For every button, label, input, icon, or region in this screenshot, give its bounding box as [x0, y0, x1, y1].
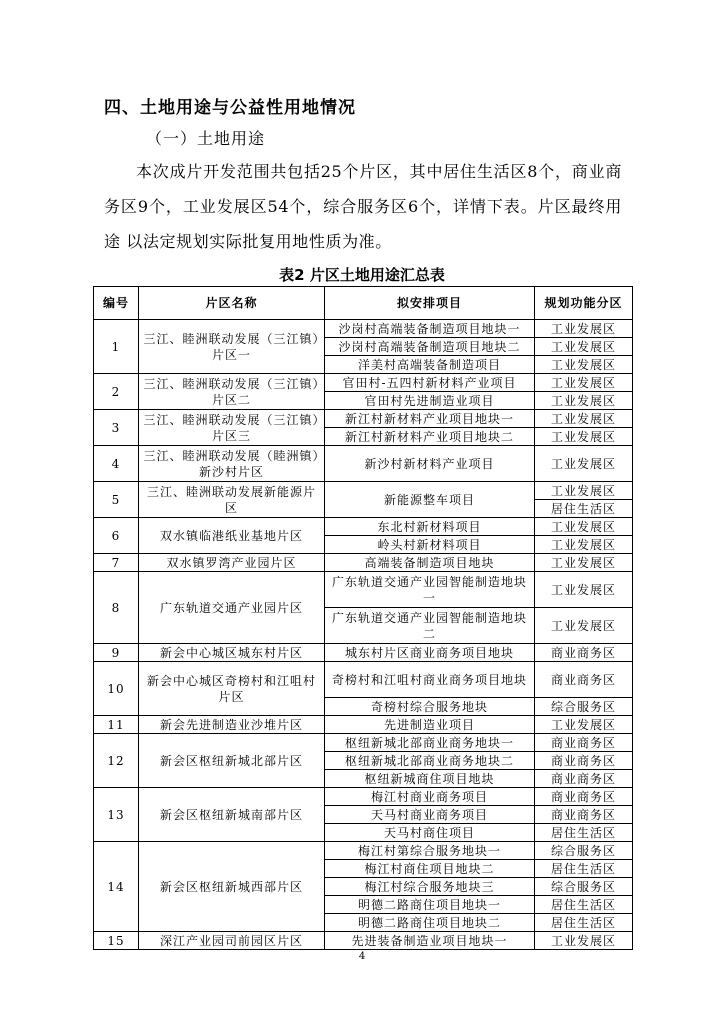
row-number: 5: [94, 482, 139, 518]
function-zone: 工业发展区: [535, 374, 633, 392]
function-zone: 工业发展区: [535, 410, 633, 428]
project-name: 广东轨道交通产业园智能制造地块一: [325, 572, 535, 608]
table-row: [94, 842, 633, 860]
function-zone: 工业发展区: [535, 518, 633, 536]
table-row: [94, 644, 633, 662]
table-row: [94, 734, 633, 752]
table-row: [94, 788, 633, 806]
function-zone: 居住生活区: [535, 824, 633, 842]
zone-name: 新会先进制造业沙堆片区: [139, 716, 325, 734]
project-name: 东北村新材料项目: [325, 518, 535, 536]
table-row: [94, 518, 633, 536]
table-row: [94, 554, 633, 572]
zone-name: 三江、睦洲联动发展（三江镇）片区一: [139, 320, 325, 374]
zone-name: 三江、睦洲联动发展（三江镇）片区三: [139, 410, 325, 446]
table-row: [94, 572, 633, 608]
function-zone: 居住生活区: [535, 896, 633, 914]
table-row: [94, 374, 633, 392]
project-name: 奇榜村综合服务地块: [325, 698, 535, 716]
function-zone: 工业发展区: [535, 608, 633, 644]
function-zone: 商业商务区: [535, 734, 633, 752]
function-zone: 工业发展区: [535, 716, 633, 734]
function-zone: 工业发展区: [535, 536, 633, 554]
project-name: 天马村商业商务项目: [325, 806, 535, 824]
function-zone: 工业发展区: [535, 338, 633, 356]
function-zone: 居住生活区: [535, 914, 633, 932]
table-row: [94, 662, 633, 698]
header-project: 拟安排项目: [325, 287, 535, 320]
project-name: 枢纽新城北部商业商务地块一: [325, 734, 535, 752]
row-number: 8: [94, 572, 139, 644]
project-name: 高端装备制造项目地块: [325, 554, 535, 572]
zone-name: 新会中心城区奇榜村和江咀村片区: [139, 662, 325, 716]
project-name: 洋美村高端装备制造项目: [325, 356, 535, 374]
land-use-table: [93, 286, 633, 950]
function-zone: 综合服务区: [535, 878, 633, 896]
function-zone: 工业发展区: [535, 356, 633, 374]
zone-name: 新会区枢纽新城南部片区: [139, 788, 325, 842]
zone-name: 新会区枢纽新城北部片区: [139, 734, 325, 788]
function-zone: 商业商务区: [535, 662, 633, 698]
project-name: 先进制造业项目: [325, 716, 535, 734]
table-row: [94, 482, 633, 500]
zone-name: 三江、睦洲联动发展（三江镇）片区二: [139, 374, 325, 410]
row-number: 15: [94, 932, 139, 950]
zone-name: 双水镇临港纸业基地片区: [139, 518, 325, 554]
row-number: 14: [94, 842, 139, 932]
project-name: 广东轨道交通产业园智能制造地块二: [325, 608, 535, 644]
function-zone: 工业发展区: [535, 932, 633, 950]
zone-name: 三江、睦洲联动发展新能源片区: [139, 482, 325, 518]
table-row: [94, 932, 633, 950]
function-zone: 商业商务区: [535, 770, 633, 788]
project-name: 新能源整车项目: [325, 482, 535, 518]
table-row: [94, 716, 633, 734]
function-zone: 工业发展区: [535, 428, 633, 446]
project-name: 枢纽新城商住项目地块: [325, 770, 535, 788]
row-number: 10: [94, 662, 139, 716]
header-zone-name: 片区名称: [139, 287, 325, 320]
zone-name: 新会区枢纽新城西部片区: [139, 842, 325, 932]
project-name: 梅江村商住项目地块二: [325, 860, 535, 878]
function-zone: 综合服务区: [535, 842, 633, 860]
row-number: 6: [94, 518, 139, 554]
project-name: 沙岗村高端装备制造项目地块一: [325, 320, 535, 338]
zone-name: 双水镇罗湾产业园片区: [139, 554, 325, 572]
zone-name: 新会中心城区城东村片区: [139, 644, 325, 662]
project-name: 奇榜村和江咀村商业商务项目地块: [325, 662, 535, 698]
table-row: [94, 410, 633, 428]
body-paragraph: 本次成片开发范围共包括25个片区，其中居住生活区8个，商业商务区9个，工业发展区54个，综合服务区6个，详情下表。片区最终用途 以法定规划实际批复用地性质为准。: [104, 162, 622, 251]
section-heading: 四、土地用途与公益性用地情况: [104, 98, 356, 118]
project-name: 梅江村第综合服务地块一: [325, 842, 535, 860]
table-row: [94, 446, 633, 482]
zone-name: 广东轨道交通产业园片区: [139, 572, 325, 644]
row-number: 2: [94, 374, 139, 410]
page-number: 4: [358, 951, 366, 962]
row-number: 4: [94, 446, 139, 482]
project-name: 梅江村综合服务地块三: [325, 878, 535, 896]
project-name: 明德二路商住项目地块一: [325, 896, 535, 914]
project-name: 明德二路商住项目地块二: [325, 914, 535, 932]
subsection-heading: （一）土地用途: [146, 129, 266, 148]
row-number: 13: [94, 788, 139, 842]
function-zone: 工业发展区: [535, 554, 633, 572]
row-number: 12: [94, 734, 139, 788]
project-name: 新沙村新材料产业项目: [325, 446, 535, 482]
function-zone: 商业商务区: [535, 788, 633, 806]
function-zone: 商业商务区: [535, 644, 633, 662]
project-name: 先进装备制造业项目地块一: [325, 932, 535, 950]
function-zone: 工业发展区: [535, 392, 633, 410]
project-name: 新江村新材料产业项目地块一: [325, 410, 535, 428]
header-function-zone: 规划功能分区: [535, 287, 633, 320]
function-zone: 工业发展区: [535, 572, 633, 608]
project-name: 梅江村商业商务项目: [325, 788, 535, 806]
zone-name: 三江、睦洲联动发展（睦洲镇）新沙村片区: [139, 446, 325, 482]
function-zone: 综合服务区: [535, 698, 633, 716]
table-caption: 表2 片区土地用途汇总表: [279, 266, 445, 284]
function-zone: 商业商务区: [535, 806, 633, 824]
function-zone: 工业发展区: [535, 482, 633, 500]
project-name: 新江村新材料产业项目地块二: [325, 428, 535, 446]
project-name: 官田村先进制造业项目: [325, 392, 535, 410]
row-number: 3: [94, 410, 139, 446]
table-row: [94, 320, 633, 338]
row-number: 9: [94, 644, 139, 662]
project-name: 天马村商住项目: [325, 824, 535, 842]
project-name: 枢纽新城北部商业商务地块二: [325, 752, 535, 770]
function-zone: 工业发展区: [535, 446, 633, 482]
project-name: 官田村-五四村新材料产业项目: [325, 374, 535, 392]
function-zone: 工业发展区: [535, 320, 633, 338]
row-number: 11: [94, 716, 139, 734]
function-zone: 居住生活区: [535, 860, 633, 878]
function-zone: 商业商务区: [535, 752, 633, 770]
row-number: 7: [94, 554, 139, 572]
project-name: 沙岗村高端装备制造项目地块二: [325, 338, 535, 356]
zone-name: 深江产业园司前园区片区: [139, 932, 325, 950]
function-zone: 居住生活区: [535, 500, 633, 518]
row-number: 1: [94, 320, 139, 374]
project-name: 城东村片区商业商务项目地块: [325, 644, 535, 662]
header-number: 编号: [94, 287, 139, 320]
project-name: 岭头村新材料项目: [325, 536, 535, 554]
